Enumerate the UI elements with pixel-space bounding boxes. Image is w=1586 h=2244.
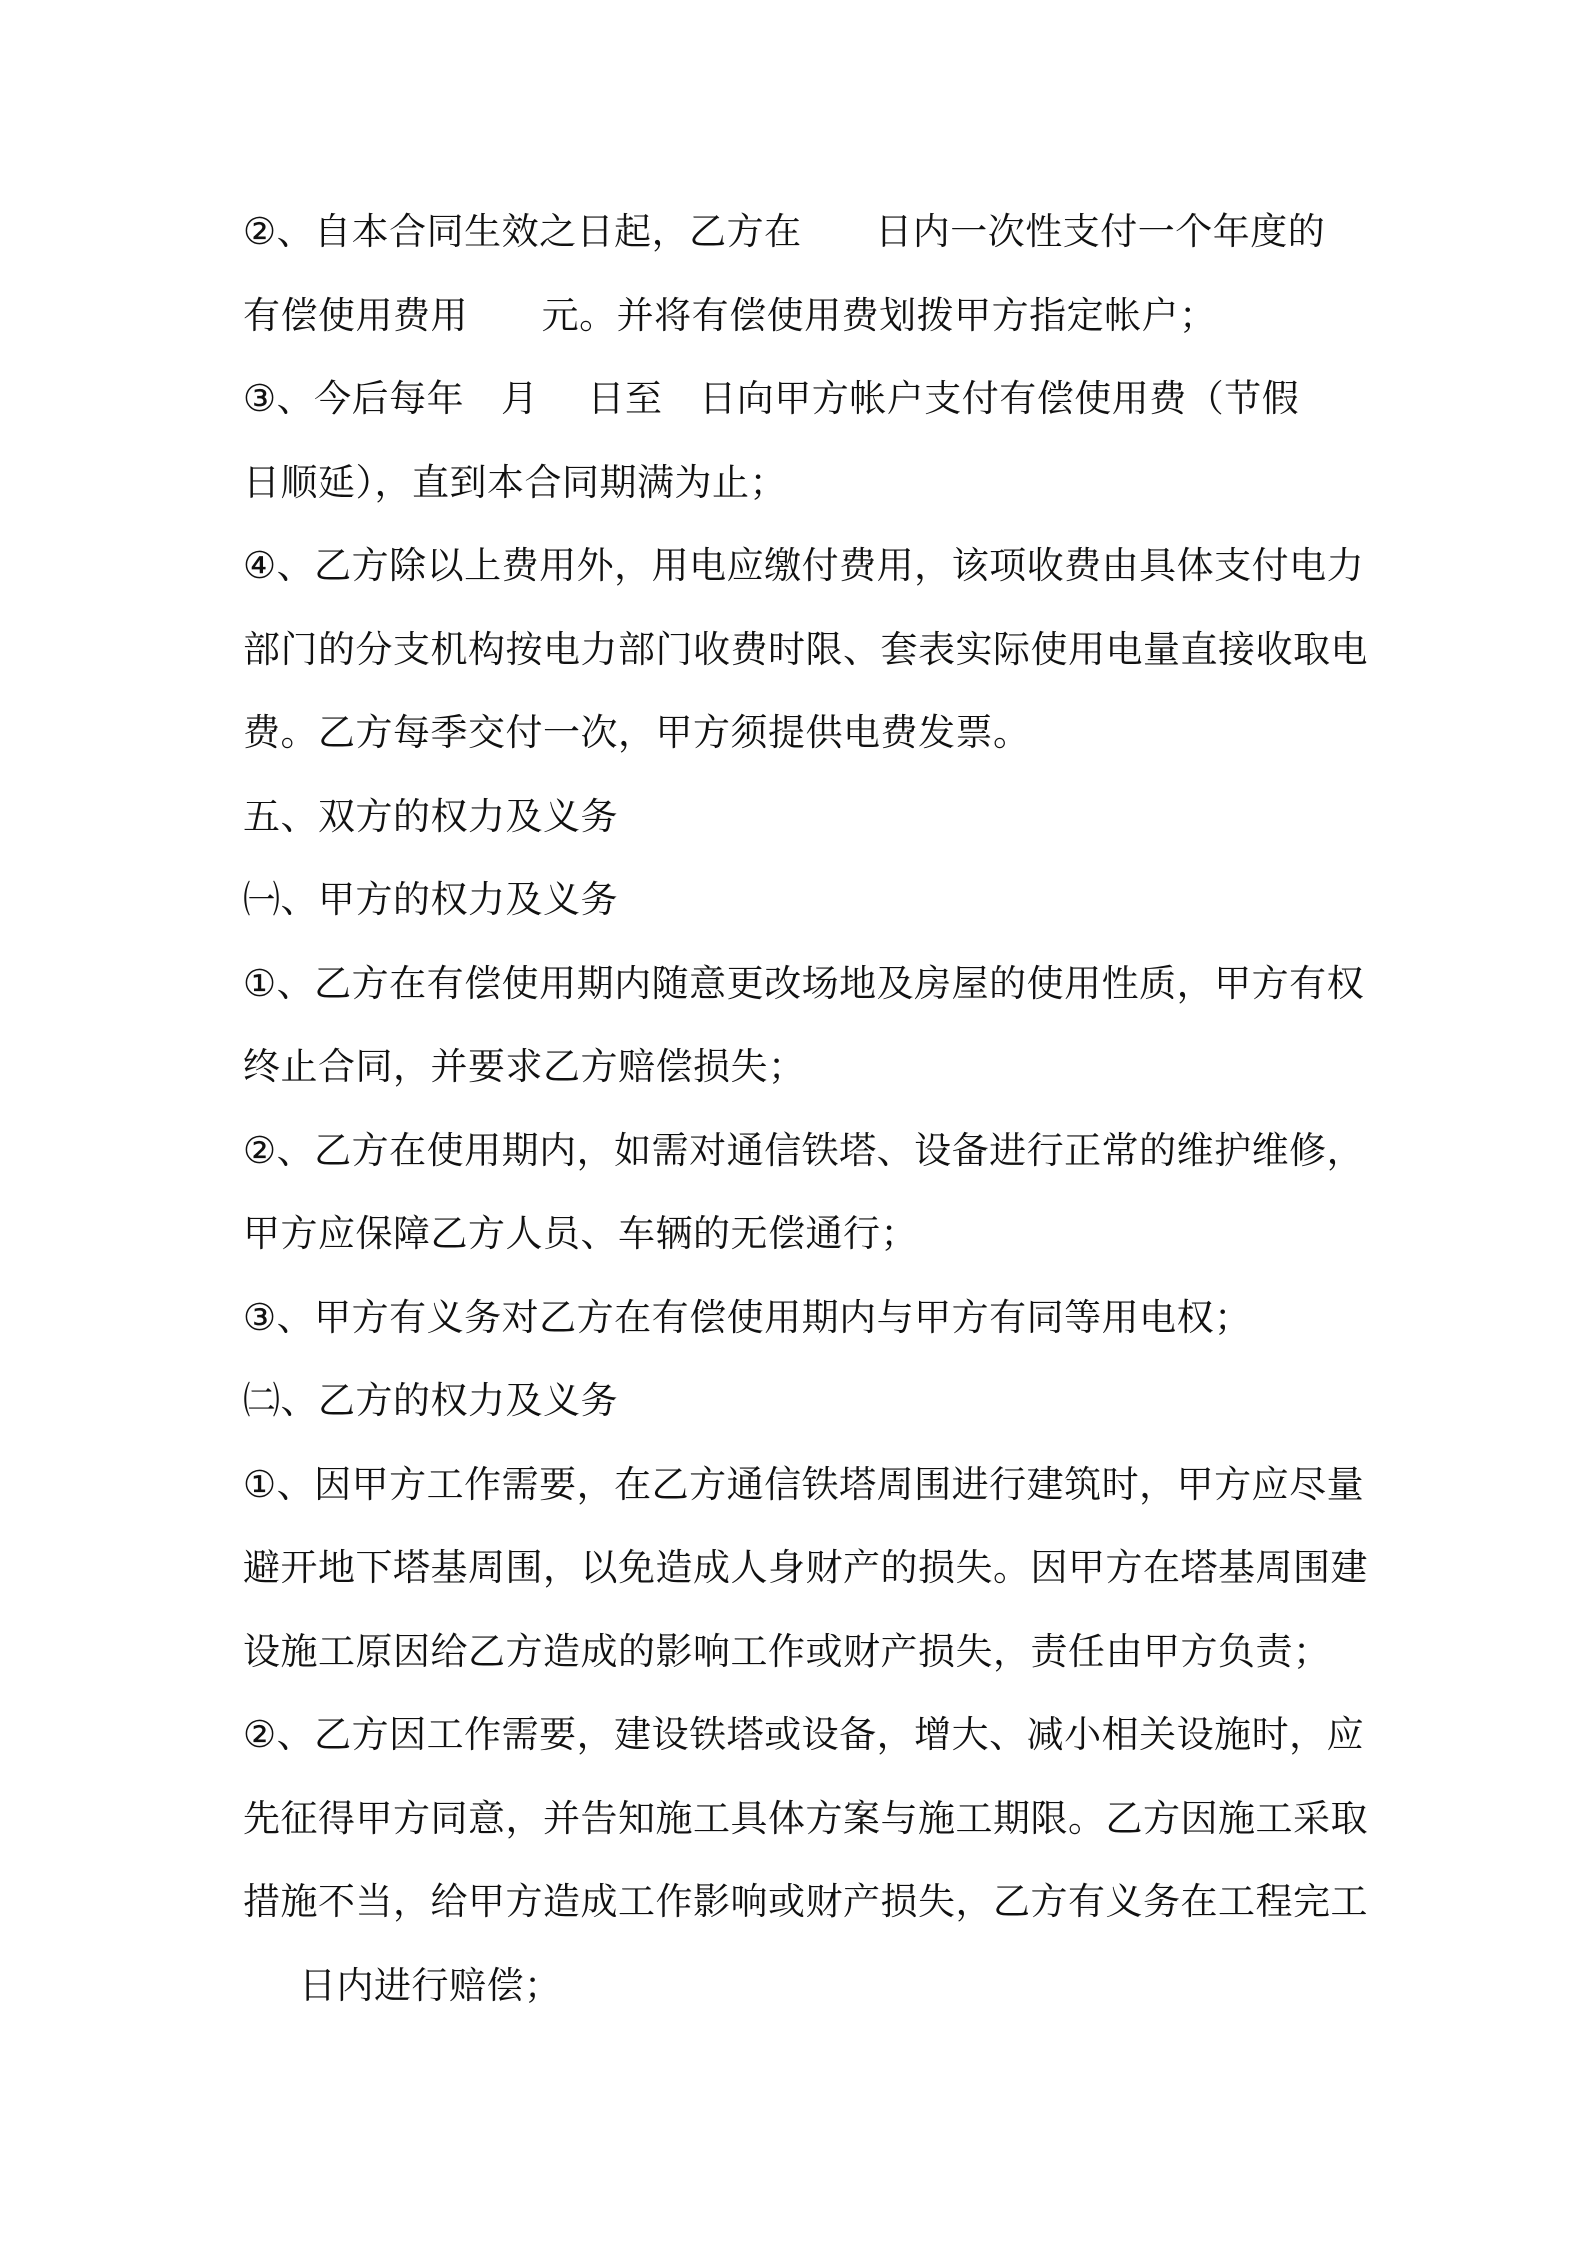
text-line: ④、乙方除以上费用外，用电应缴付费用，该项收费由具体支付电力 xyxy=(243,544,1365,587)
text-line: 甲方应保障乙方人员、车辆的无偿通行； xyxy=(243,1212,918,1255)
text-line: 日内进行赔偿； xyxy=(299,1963,562,2007)
text-line: ②、自本合同生效之日起，乙方在 日内一次性支付一个年度的 xyxy=(243,210,1326,253)
text-line: ③、今后每年 月 日至 日向甲方帐户支付有偿使用费（节假 xyxy=(243,377,1300,420)
text-line: ①、乙方在有偿使用期内随意更改场地及房屋的使用性质，甲方有权 xyxy=(243,961,1365,1005)
section-heading: 五、双方的权力及义务 xyxy=(243,794,618,838)
text-line: 有偿使用费用 元。并将有偿使用费划拨甲方指定帐户； xyxy=(243,293,1217,337)
text-line: 部门的分支机构按电力部门收费时限、套表实际使用电量直接收取电 xyxy=(243,627,1368,671)
text-line: 费。乙方每季交付一次，甲方须提供电费发票。 xyxy=(243,711,1031,754)
text-line: 终止合同，并要求乙方赔偿损失； xyxy=(243,1045,806,1088)
text-line: ③、甲方有义务对乙方在有偿使用期内与甲方有同等用电权； xyxy=(243,1295,1252,1339)
contract-text-body xyxy=(243,190,1368,2027)
text-line: 日顺延），直到本合同期满为止； xyxy=(243,460,787,504)
text-line: 设施工原因给乙方造成的影响工作或财产损失，责任由甲方负责； xyxy=(243,1629,1331,1673)
text-line: 避开地下塔基周围，以免造成人身财产的损失。因甲方在塔基周围建 xyxy=(243,1546,1368,1589)
text-line: 先征得甲方同意，并告知施工具体方案与施工期限。乙方因施工采取 xyxy=(243,1796,1368,1840)
subsection-heading: ㈠、甲方的权力及义务 xyxy=(243,878,618,921)
text-line: ②、乙方因工作需要，建设铁塔或设备，增大、减小相关设施时，应 xyxy=(243,1713,1365,1756)
text-line: 措施不当，给甲方造成工作影响或财产损失，乙方有义务在工程完工 xyxy=(243,1880,1368,1923)
subsection-heading: ㈡、乙方的权力及义务 xyxy=(243,1379,618,1422)
text-line: ②、乙方在使用期内，如需对通信铁塔、设备进行正常的维护维修， xyxy=(243,1128,1365,1172)
text-line: ①、因甲方工作需要，在乙方通信铁塔周围进行建筑时，甲方应尽量 xyxy=(243,1462,1365,1506)
